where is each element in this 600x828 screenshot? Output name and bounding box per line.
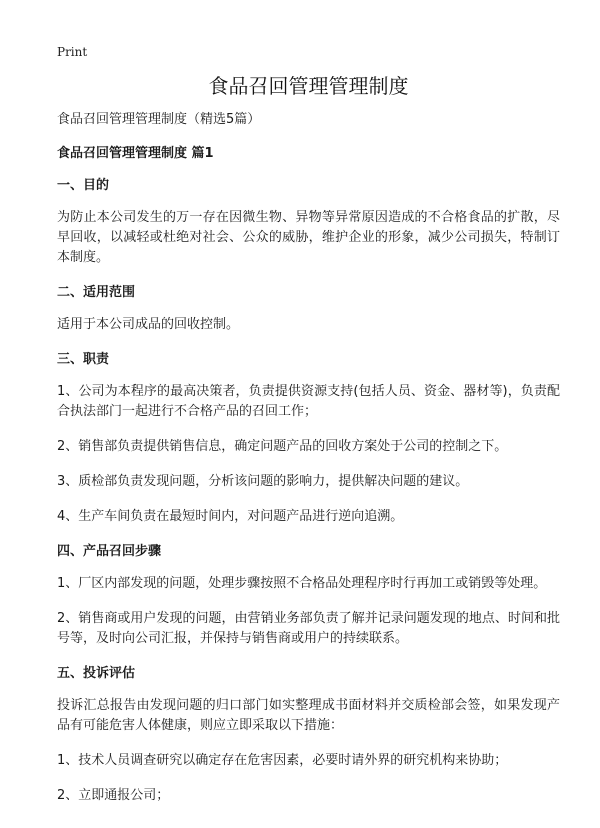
paragraph: 适用于本公司成品的回收控制。	[57, 317, 240, 332]
document-subtitle: 食品召回管理管理制度（精选5篇）	[57, 112, 261, 127]
paragraph: 2、销售商或用户发现的问题，由营销业务部负责了解并记录问题发现的地点、时间和批号等，及时向公司汇报，并保持与销售商或用户的持续联系。	[57, 611, 560, 646]
section-complaint-assessment	[57, 664, 560, 806]
print-label: Print	[57, 45, 88, 59]
paragraph: 2、立即通报公司；	[57, 788, 170, 803]
section-heading: 二、适用范围	[57, 285, 136, 300]
paragraph: 投诉汇总报告由发现问题的归口部门如实整理成书面材料并交质检部会签，如果发现产品有可能危害人体健康，则应立即采取以下措施：	[57, 698, 560, 733]
paragraph: 1、厂区内部发现的问题，处理步骤按照不合格品处理程序时行再加工或销毁等处理。	[57, 576, 547, 591]
section-heading: 一、目的	[57, 178, 110, 193]
paragraph: 1、公司为本程序的最高决策者，负责提供资源支持(包括人员、资金、器材等)，负责配合执法部门一起进行不合格产品的召回工作；	[57, 384, 560, 419]
paragraph: 为防止本公司发生的万一存在因微生物、异物等异常原因造成的不合格食品的扩散，尽早回收，以减轻或杜绝对社会、公众的威胁，维护企业的形象，减少公司损失，特制订本制度。	[57, 210, 560, 265]
section-purpose	[57, 176, 560, 268]
paragraph: 2、销售部负责提供销售信息，确定问题产品的回收方案处于公司的控制之下。	[57, 439, 508, 454]
paragraph: 1、技术人员调查研究以确定存在危害因素，必要时请外界的研究机构来协助；	[57, 753, 508, 768]
section-heading: 四、产品召回步骤	[57, 544, 162, 559]
paragraph: 3、质检部负责发现问题，分析该问题的影响力，提供解决问题的建议。	[57, 474, 469, 489]
section-heading: 三、职责	[57, 352, 110, 367]
section-heading: 五、投诉评估	[57, 666, 136, 681]
section-responsibilities	[57, 350, 560, 527]
section-scope	[57, 283, 560, 335]
section-recall-steps	[57, 542, 560, 649]
paragraph: 4、生产车间负责在最短时间内，对问题产品进行逆向追溯。	[57, 509, 404, 524]
part-heading: 食品召回管理管理制度 篇1	[57, 146, 214, 161]
document-title: 食品召回管理管理制度	[208, 74, 409, 98]
